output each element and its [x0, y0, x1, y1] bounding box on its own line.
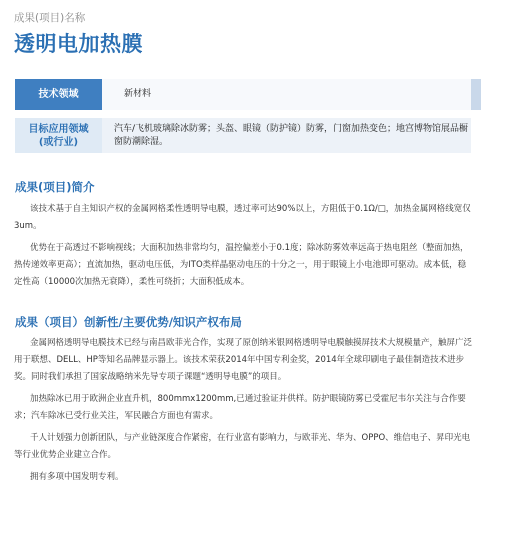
application-field-label [15, 118, 102, 153]
row-end-cap [471, 79, 481, 110]
application-field-value: 汽车/飞机玻璃除冰防雾；头盔、眼镜（防护镜）防雾，门窗加热变色；地宫博物馆展品橱窗防潮除湿。 [102, 118, 471, 153]
innovation-paragraph-4: 拥有多项中国发明专利。 [30, 472, 124, 482]
application-label-line1: 目标应用领域 [28, 123, 89, 135]
innovation-paragraph-3: 千人计划强力创新团队，与产业链深度合作紧密，在行业富有影响力，与欧菲光、华为、OPPO、维信电子、昇印光电等行业优势企业建立合作。 [14, 433, 471, 460]
tech-field-row [15, 79, 471, 110]
section-innovation-heading: 成果（项目）创新性/主要优势/知识产权布局 [15, 315, 242, 329]
intro-paragraph-2: 优势在于高透过不影响视线；大面积加热非常均匀，温控偏差小于0.1度；除冰防雾效率远高于热电阻丝（整面加热，热传递效率更高）；直流加热，驱动电压低，为ITO类样晶驱动电压的十分之一，用于眼镜上小电池即可驱动。成本低，稳定性高（10000次加热无衰降），柔性可绕折；大面积低成本。 [14, 243, 469, 287]
application-field-row [15, 118, 471, 153]
tech-field-value: 新材料 [102, 79, 471, 110]
tech-field-label: 技术领域 [15, 79, 102, 110]
innovation-paragraph-2: 加热除冰已用于欧洲企业直升机，800mmx1200mm,已通过验证并供样。防护眼镜防雾已受霍尼韦尔关注与合作要求；汽车除冰已受行业关注，军民融合方面也有需求。 [14, 394, 466, 421]
project-name-label: 成果(项目)名称 [14, 12, 86, 24]
innovation-paragraph-1: 金属网格透明导电膜技术已经与南昌欧菲光合作，实现了原创纳米银网格透明导电膜触摸屏技术大规模量产，触屏广泛用于联想、DELL、HP等知名品牌显示器上。该技术荣获2014年中国专利金奖，2014年全球印刷电子最佳制造技术进步奖。同时我们承担了国家战略纳米先导专项子课题“透明导电膜”的项目。 [14, 338, 473, 382]
page-title: 透明电加热膜 [14, 32, 143, 56]
section-intro-heading: 成果(项目)简介 [15, 180, 95, 194]
application-label-line2: (或行业) [38, 136, 79, 148]
intro-paragraph-1: 该技术基于自主知识产权的金属网格柔性透明导电膜，透过率可达90%以上，方阻低于0.1Ω/□，加热金属网格线宽仅3um。 [14, 204, 471, 231]
